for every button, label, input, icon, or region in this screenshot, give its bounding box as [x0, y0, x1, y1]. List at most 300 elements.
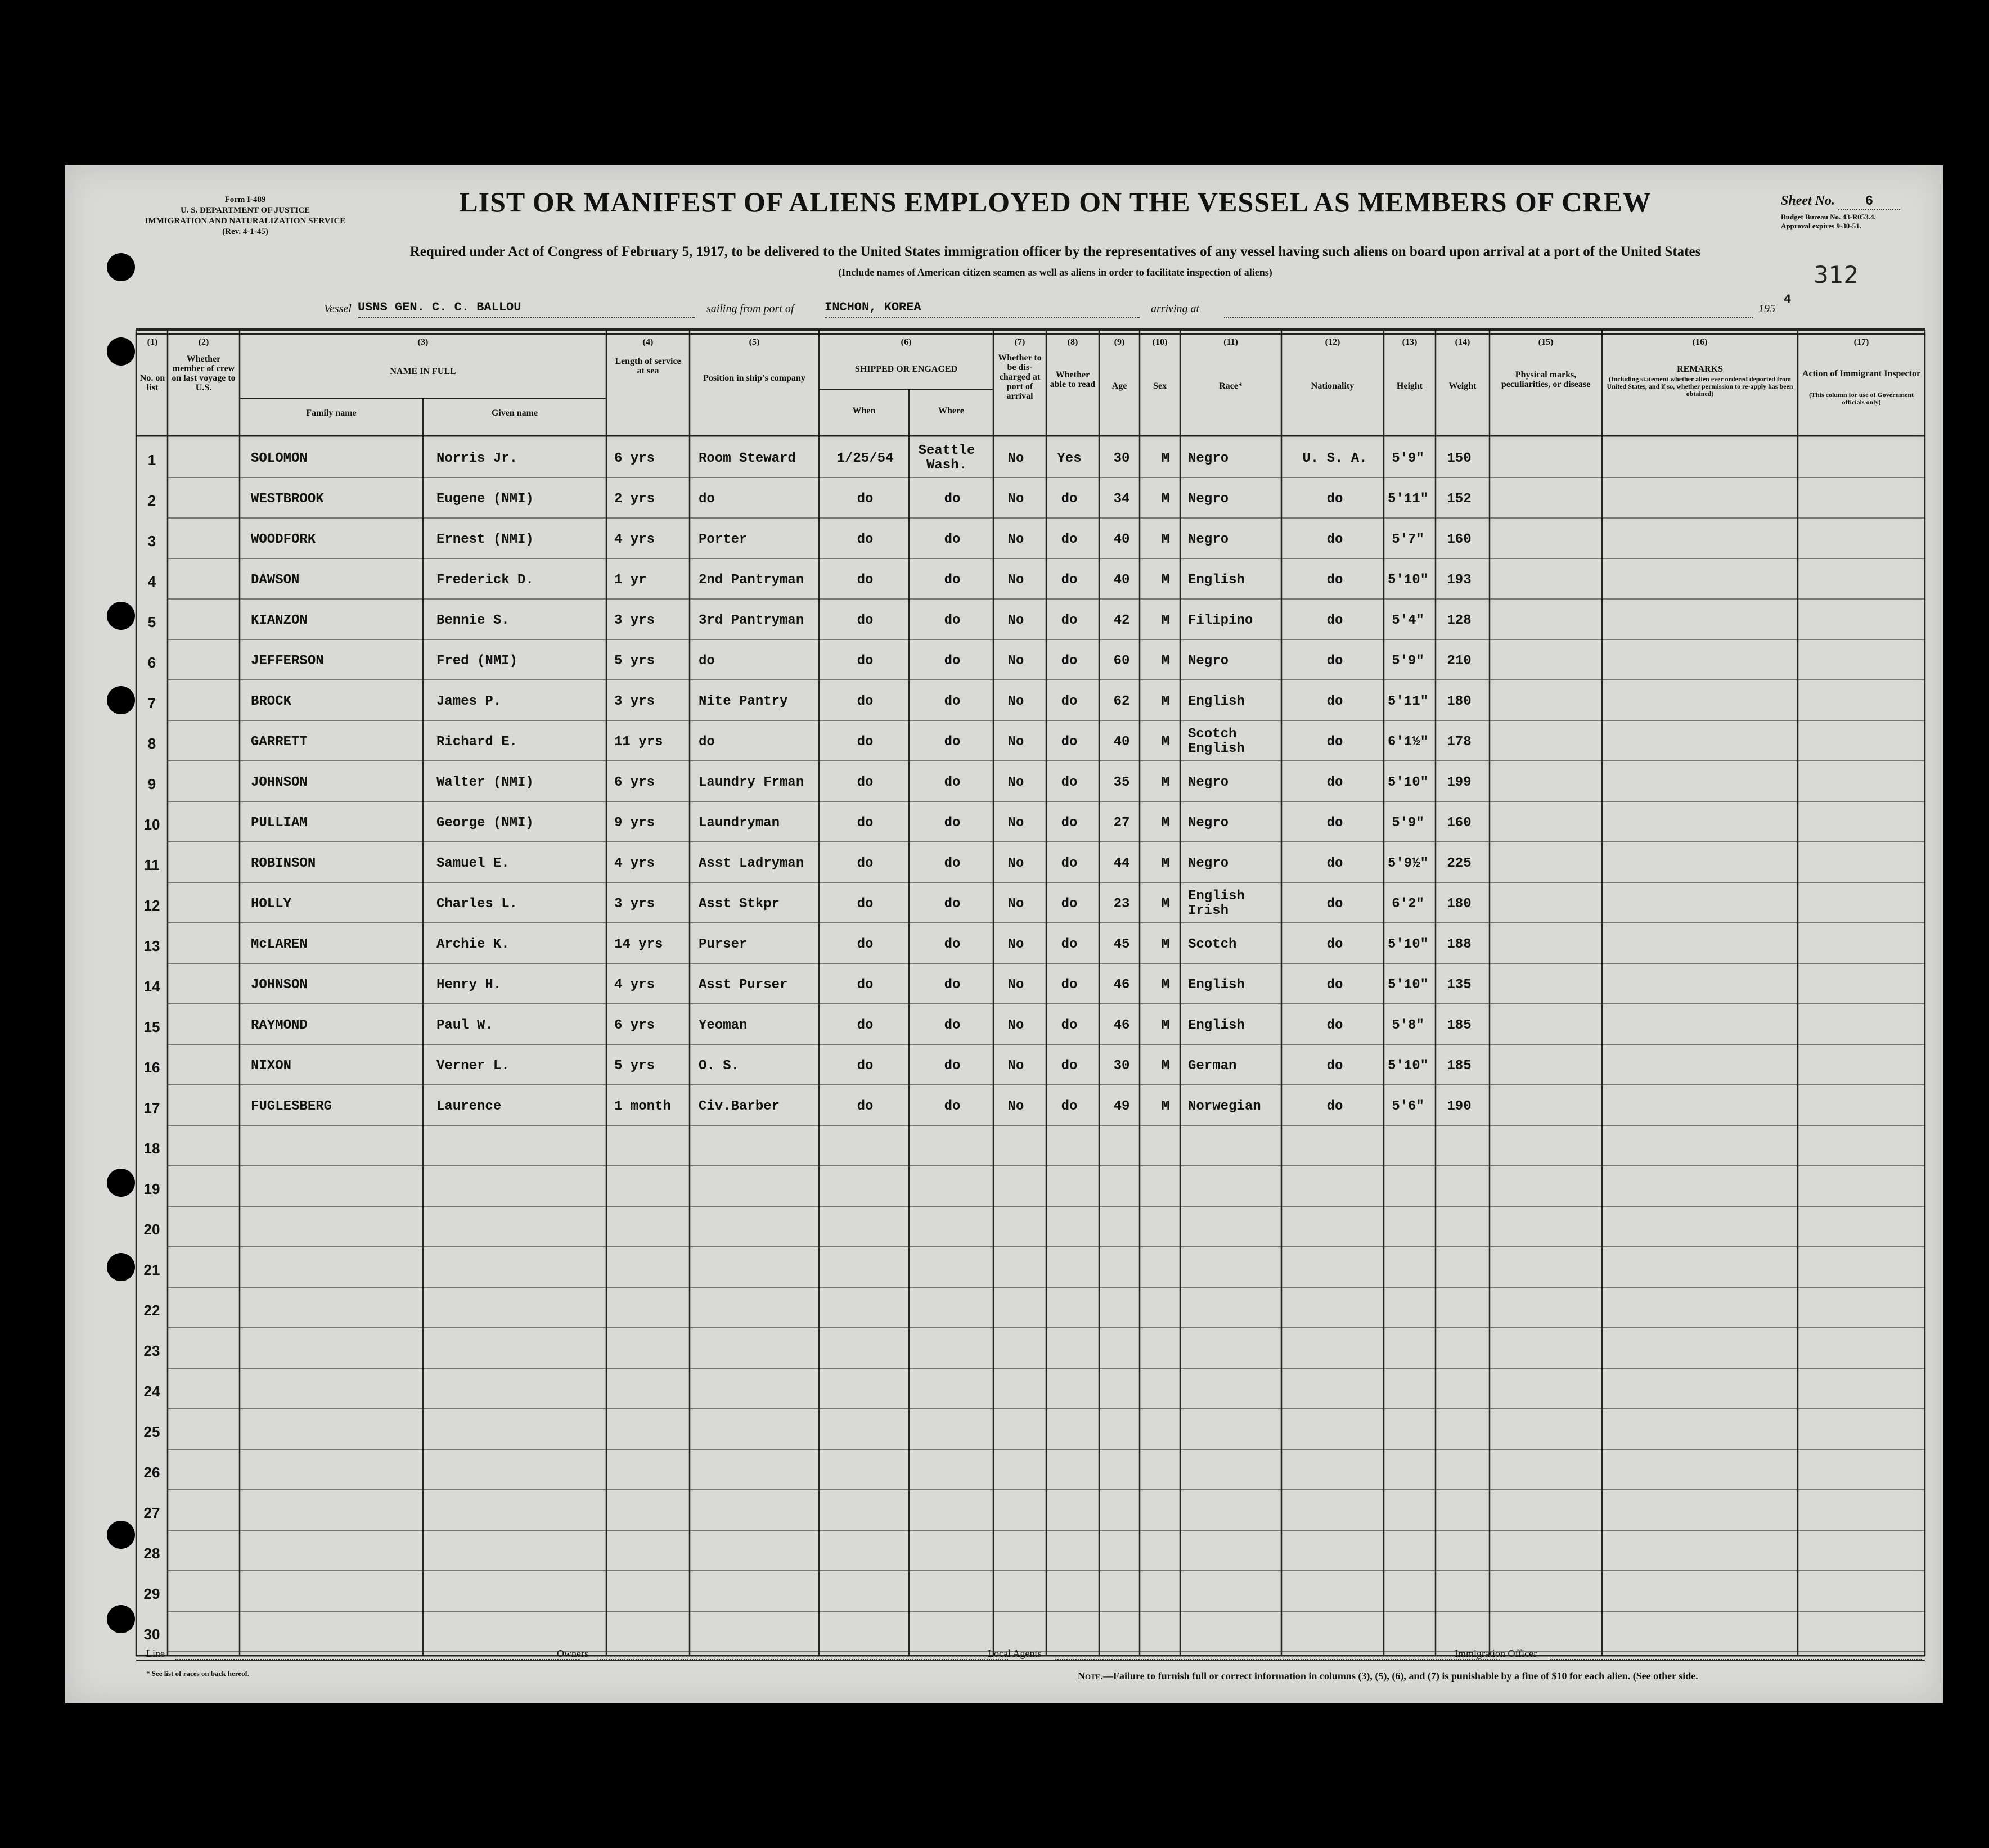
height: 5'11"	[1387, 492, 1428, 507]
sex: M	[1161, 937, 1170, 952]
header-age: Age	[1112, 381, 1127, 391]
age: 44	[1113, 856, 1130, 871]
shipped-where: do	[944, 977, 961, 993]
nationality: do	[1326, 775, 1343, 790]
height: 6'1½"	[1387, 734, 1428, 750]
able-to-read: do	[1061, 573, 1078, 588]
race: Negro	[1188, 532, 1229, 547]
length-of-service: 9 yrs	[614, 815, 655, 831]
header-where: Where	[938, 406, 964, 416]
shipped-when: do	[857, 573, 874, 588]
able-to-read: do	[1061, 815, 1078, 831]
length-of-service: 6 yrs	[614, 451, 655, 466]
age: 23	[1113, 896, 1130, 912]
race: Negro	[1188, 815, 1229, 831]
able-to-read: do	[1061, 977, 1078, 993]
family-name: BROCK	[251, 694, 292, 709]
length-of-service: 3 yrs	[614, 613, 655, 628]
given-name: Laurence	[436, 1099, 502, 1114]
family-name: KIANZON	[251, 613, 308, 628]
nationality: do	[1326, 573, 1343, 588]
shipped-where: do	[944, 734, 961, 750]
weight: 160	[1447, 532, 1472, 547]
row-number: 3	[147, 533, 156, 549]
shipped-when: do	[857, 492, 874, 507]
required-under-act-text: Required under Act of Congress of February 5, 1917, to be delivered to the United States immigration officer by the representatives of any vessel having such aliens on board upon arrival at a port of the United States	[410, 244, 1701, 259]
position: Civ.Barber	[699, 1099, 780, 1114]
row-number: 17	[143, 1099, 160, 1116]
able-to-read: do	[1061, 734, 1078, 750]
shipped-where: do	[944, 1018, 961, 1033]
header-family-name: Family name	[306, 408, 357, 418]
penalty-note	[1078, 1670, 1922, 1682]
discharged-at-arrival: No	[1007, 694, 1024, 709]
height: 5'4"	[1392, 613, 1424, 628]
height: 5'9"	[1392, 815, 1424, 831]
race: English	[1188, 1018, 1245, 1033]
nationality: U. S. A.	[1302, 451, 1367, 466]
able-to-read: do	[1061, 937, 1078, 952]
nationality: do	[1326, 815, 1343, 831]
shipped-when: do	[857, 1018, 874, 1033]
shipped-where: do	[944, 694, 961, 709]
family-name: SOLOMON	[251, 451, 308, 466]
family-name: HOLLY	[251, 896, 292, 912]
family-name: ROBINSON	[251, 856, 316, 871]
sheet-label: Sheet No.	[1781, 193, 1835, 208]
header-length-of-service: Length of service at sea	[615, 357, 681, 376]
budget-line: Budget Bureau No. 43-R053.4.	[1781, 213, 1876, 221]
age: 42	[1113, 613, 1130, 628]
nationality: do	[1326, 1018, 1343, 1033]
given-name: Verner L.	[436, 1058, 510, 1074]
discharged-at-arrival: No	[1007, 1058, 1024, 1074]
age: 40	[1113, 573, 1130, 588]
weight: 193	[1447, 573, 1472, 588]
header-nationality: Nationality	[1311, 381, 1354, 391]
row-number: 25	[143, 1423, 160, 1440]
length-of-service: 6 yrs	[614, 775, 655, 790]
shipped-when: do	[857, 775, 874, 790]
nationality: do	[1326, 532, 1343, 547]
able-to-read: do	[1061, 1058, 1078, 1074]
header-given-name: Given name	[491, 408, 538, 418]
discharged-at-arrival: No	[1007, 451, 1024, 466]
height: 5'9"	[1392, 451, 1424, 466]
family-name: McLAREN	[251, 937, 308, 952]
race: Negro	[1188, 856, 1229, 871]
position: Purser	[699, 937, 748, 952]
nationality: do	[1326, 1058, 1343, 1074]
sex: M	[1161, 451, 1170, 466]
shipped-where: do	[944, 937, 961, 952]
discharged-at-arrival: No	[1007, 492, 1024, 507]
race: Negro	[1188, 451, 1229, 466]
shipped-when: do	[857, 896, 874, 912]
age: 45	[1113, 937, 1130, 952]
position: do	[699, 734, 715, 750]
shipped-where: do	[944, 815, 961, 831]
shipped-when: 1/25/54	[836, 451, 894, 466]
col-number: (15)	[1538, 337, 1554, 347]
length-of-service: 1 month	[614, 1099, 671, 1114]
col-number: (4)	[642, 337, 654, 347]
nationality: do	[1326, 734, 1343, 750]
race: Negro	[1188, 775, 1229, 790]
discharged-at-arrival: No	[1007, 856, 1024, 871]
sheet-number-value: 6	[1838, 194, 1900, 210]
year-digit: 4	[1784, 292, 1792, 307]
row-number: 1	[147, 452, 156, 468]
able-to-read: Yes	[1057, 451, 1082, 466]
given-name: Norris Jr.	[436, 451, 518, 466]
able-to-read: do	[1061, 653, 1078, 669]
header-name-in-full: NAME IN FULL	[390, 367, 456, 376]
punch-hole	[107, 686, 135, 714]
position: Laundryman	[699, 815, 780, 831]
length-of-service: 4 yrs	[614, 532, 655, 547]
row-number: 27	[143, 1504, 160, 1521]
height: 5'10"	[1387, 573, 1428, 588]
nationality: do	[1326, 937, 1343, 952]
age: 27	[1113, 815, 1130, 831]
weight: 210	[1447, 653, 1472, 669]
position: 3rd Pantryman	[699, 613, 804, 628]
family-name: NIXON	[251, 1058, 292, 1074]
row-number: 10	[143, 816, 160, 833]
sex: M	[1161, 977, 1170, 993]
family-name: WOODFORK	[251, 532, 316, 547]
year-prefix: 195	[1758, 303, 1775, 315]
header-when: When	[852, 406, 876, 416]
height: 5'11"	[1387, 694, 1428, 709]
sex: M	[1161, 896, 1170, 912]
col-number: (7)	[1014, 337, 1025, 347]
shipped-when: do	[857, 653, 874, 669]
sex: M	[1161, 573, 1170, 588]
sex: M	[1161, 815, 1170, 831]
sex: M	[1161, 694, 1170, 709]
arriving-label: arriving at	[1151, 303, 1200, 315]
shipped-where: Seattle Wash.	[918, 443, 975, 473]
col-number: (13)	[1402, 337, 1418, 347]
footer-agents-label: Local Agents	[988, 1648, 1042, 1659]
form-line: U. S. DEPARTMENT OF JUSTICE	[180, 206, 310, 215]
discharged-at-arrival: No	[1007, 896, 1024, 912]
nationality: do	[1326, 613, 1343, 628]
port-of-departure: INCHON, KOREA	[825, 300, 1140, 318]
able-to-read: do	[1061, 775, 1078, 790]
race: Negro	[1188, 492, 1229, 507]
race: Scotch	[1188, 937, 1237, 952]
length-of-service: 5 yrs	[614, 1058, 655, 1074]
header-position: Position in ship's company	[703, 373, 806, 383]
col-number: (6)	[901, 337, 912, 347]
header-physical-marks: Physical marks, peculiarities, or disease	[1501, 370, 1591, 389]
position: Porter	[699, 532, 748, 547]
shipped-when: do	[857, 815, 874, 831]
discharged-at-arrival: No	[1007, 1099, 1024, 1114]
position: 2nd Pantryman	[699, 573, 804, 588]
manifest-sheet	[65, 165, 1943, 1703]
position: Asst Stkpr	[699, 896, 780, 912]
age: 35	[1113, 775, 1130, 790]
form-line: Form I-489	[224, 195, 266, 204]
row-number: 4	[147, 573, 156, 590]
header-last-voyage: Whether member of crew on last voyage to U.S.	[172, 354, 236, 393]
shipped-when: do	[857, 694, 874, 709]
age: 30	[1113, 1058, 1130, 1074]
row-number: 29	[143, 1585, 160, 1602]
able-to-read: do	[1061, 1099, 1078, 1114]
family-name: PULLIAM	[251, 815, 308, 831]
shipped-where: do	[944, 896, 961, 912]
punch-hole	[107, 253, 135, 281]
age: 49	[1113, 1099, 1130, 1114]
punch-hole	[107, 1521, 135, 1549]
position: Yeoman	[699, 1018, 748, 1033]
position: Asst Ladryman	[699, 856, 804, 871]
position: Room Steward	[699, 451, 796, 466]
nationality: do	[1326, 1099, 1343, 1114]
weight: 160	[1447, 815, 1472, 831]
race: English	[1188, 977, 1245, 993]
punch-hole	[107, 602, 135, 630]
row-number: 11	[144, 857, 160, 873]
given-name: Archie K.	[436, 937, 510, 952]
weight: 188	[1447, 937, 1472, 952]
shipped-where: do	[944, 1099, 961, 1114]
row-number: 8	[147, 735, 156, 752]
given-name: Bennie S.	[436, 613, 510, 628]
given-name: Ernest (NMI)	[436, 532, 534, 547]
weight: 190	[1447, 1099, 1472, 1114]
given-name: George (NMI)	[436, 815, 534, 831]
age: 40	[1113, 734, 1130, 750]
weight: 128	[1447, 613, 1472, 628]
header-discharged: Whether to be dis-charged at port of arrival	[998, 353, 1042, 401]
family-name: GARRETT	[251, 734, 308, 750]
handwritten-page-number: 312	[1814, 261, 1859, 289]
given-name: Samuel E.	[436, 856, 510, 871]
sailing-label: sailing from port of	[706, 303, 794, 315]
height: 5'7"	[1392, 532, 1424, 547]
row-number: 12	[143, 897, 160, 914]
weight: 225	[1447, 856, 1472, 871]
header-shipped-engaged: SHIPPED OR ENGAGED	[854, 364, 958, 374]
shipped-where: do	[944, 573, 961, 588]
given-name: Charles L.	[436, 896, 518, 912]
punch-hole	[107, 1169, 135, 1197]
sex: M	[1161, 1058, 1170, 1074]
length-of-service: 14 yrs	[614, 937, 663, 952]
row-number: 16	[143, 1059, 160, 1076]
length-of-service: 4 yrs	[614, 856, 655, 871]
height: 5'9"	[1392, 653, 1424, 669]
height: 5'10"	[1387, 775, 1428, 790]
row-number: 14	[143, 978, 160, 995]
row-number: 22	[143, 1302, 160, 1319]
col-number: (3)	[417, 337, 429, 347]
weight: 150	[1447, 451, 1472, 466]
footer-officer-label: Immigration Officer	[1455, 1648, 1537, 1659]
able-to-read: do	[1061, 532, 1078, 547]
age: 40	[1113, 532, 1130, 547]
given-name: Paul W.	[436, 1018, 493, 1033]
footer-owners-field	[597, 1659, 1008, 1660]
punch-hole	[107, 1605, 135, 1633]
note-label: Note.	[1078, 1670, 1103, 1682]
weight: 178	[1447, 734, 1472, 750]
form-line: IMMIGRATION AND NATURALIZATION SERVICE	[145, 217, 346, 226]
row-number: 5	[147, 614, 156, 630]
shipped-when: do	[857, 977, 874, 993]
footer-agents-field	[1055, 1659, 1500, 1660]
height: 5'9½"	[1387, 856, 1428, 871]
vessel-name: USNS GEN. C. C. BALLOU	[358, 300, 695, 318]
length-of-service: 3 yrs	[614, 694, 655, 709]
sex: M	[1161, 492, 1170, 507]
weight: 185	[1447, 1058, 1472, 1074]
given-name: James P.	[436, 694, 502, 709]
height: 5'6"	[1392, 1099, 1424, 1114]
punch-hole	[107, 337, 135, 366]
race: German	[1188, 1058, 1237, 1074]
race: Negro	[1188, 653, 1229, 669]
row-number: 13	[143, 937, 160, 954]
able-to-read: do	[1061, 492, 1078, 507]
weight: 185	[1447, 1018, 1472, 1033]
given-name: Eugene (NMI)	[436, 492, 534, 507]
shipped-when: do	[857, 1099, 874, 1114]
row-number: 30	[143, 1626, 160, 1643]
weight: 180	[1447, 694, 1472, 709]
include-names-text: (Include names of American citizen seamen as well as aliens in order to facilitate inspection of aliens)	[838, 267, 1272, 278]
nationality: do	[1326, 694, 1343, 709]
header-inspector-action: Action of Immigrant Inspector	[1802, 369, 1921, 378]
row-number: 7	[147, 695, 156, 711]
row-number: 15	[143, 1018, 160, 1035]
shipped-where: do	[944, 532, 961, 547]
position: do	[699, 492, 715, 507]
header-able-to-read: Whether able to read	[1050, 370, 1096, 389]
row-number: 6	[147, 654, 156, 671]
col-number: (5)	[749, 337, 760, 347]
weight: 180	[1447, 896, 1472, 912]
row-number: 24	[143, 1383, 160, 1400]
discharged-at-arrival: No	[1007, 815, 1024, 831]
discharged-at-arrival: No	[1007, 573, 1024, 588]
height: 5'10"	[1387, 977, 1428, 993]
col-number: (11)	[1223, 337, 1238, 347]
header-sex: Sex	[1153, 381, 1167, 391]
given-name: Walter (NMI)	[436, 775, 534, 790]
discharged-at-arrival: No	[1007, 1018, 1024, 1033]
shipped-when: do	[857, 613, 874, 628]
position: Nite Pantry	[699, 694, 788, 709]
weight: 199	[1447, 775, 1472, 790]
given-name: Richard E.	[436, 734, 518, 750]
length-of-service: 11 yrs	[614, 734, 663, 750]
length-of-service: 6 yrs	[614, 1018, 655, 1033]
able-to-read: do	[1061, 896, 1078, 912]
given-name: Fred (NMI)	[436, 653, 518, 669]
weight: 152	[1447, 492, 1472, 507]
row-number: 2	[147, 492, 156, 509]
footer-officer-field	[1550, 1659, 1922, 1660]
race: English Irish	[1188, 889, 1245, 918]
col-number: (16)	[1692, 337, 1708, 347]
footer-owners-label: Owners	[557, 1648, 588, 1659]
note-text: —Failure to furnish full or correct information in columns (3), (5), (6), and (7) is punishable by a fine of $10 for each alien. (See other side.	[1102, 1670, 1698, 1682]
header-race: Race*	[1219, 381, 1243, 391]
form-line: (Rev. 4-1-45)	[222, 227, 268, 236]
nationality: do	[1326, 653, 1343, 669]
able-to-read: do	[1061, 613, 1078, 628]
col-number: (2)	[198, 337, 209, 347]
length-of-service: 1 yr	[614, 573, 647, 588]
races-footnote: * See list of races on back hereof.	[146, 1669, 250, 1678]
position: do	[699, 653, 715, 669]
position: Asst Purser	[699, 977, 788, 993]
col-number: (17)	[1853, 337, 1869, 347]
shipped-when: do	[857, 856, 874, 871]
col-number: (8)	[1067, 337, 1078, 347]
able-to-read: do	[1061, 856, 1078, 871]
sex: M	[1161, 856, 1170, 871]
row-number: 19	[143, 1180, 160, 1197]
discharged-at-arrival: No	[1007, 532, 1024, 547]
length-of-service: 5 yrs	[614, 653, 655, 669]
able-to-read: do	[1061, 1018, 1078, 1033]
row-number: 18	[143, 1140, 160, 1157]
shipped-where: do	[944, 1058, 961, 1074]
height: 5'10"	[1387, 937, 1428, 952]
header-remarks-detail: (Including statement whether alien ever ordered deported from United States, and if so, whether permission to re-apply has been obtained)	[1606, 375, 1793, 398]
punch-hole	[107, 1253, 135, 1281]
row-number: 21	[143, 1261, 160, 1278]
family-name: JEFFERSON	[251, 653, 324, 669]
col-number: (10)	[1152, 337, 1168, 347]
row-number: 23	[143, 1342, 160, 1359]
row-number: 28	[143, 1545, 160, 1562]
position: Laundry Frman	[699, 775, 804, 790]
discharged-at-arrival: No	[1007, 613, 1024, 628]
height: 5'10"	[1387, 1058, 1428, 1074]
discharged-at-arrival: No	[1007, 937, 1024, 952]
row-number: 9	[147, 776, 156, 792]
footer-line-label: Line	[146, 1648, 165, 1659]
height: 6'2"	[1392, 896, 1424, 912]
discharged-at-arrival: No	[1007, 734, 1024, 750]
family-name: WESTBROOK	[251, 492, 324, 507]
col-number: (14)	[1455, 337, 1470, 347]
footer-line-field	[176, 1659, 580, 1660]
document-title: LIST OR MANIFEST OF ALIENS EMPLOYED ON THE VESSEL AS MEMBERS OF CREW	[459, 186, 1652, 218]
header-weight: Weight	[1448, 381, 1477, 391]
family-name: FUGLESBERG	[251, 1099, 332, 1114]
col-number: (1)	[147, 337, 158, 347]
age: 30	[1113, 451, 1130, 466]
col-number: (9)	[1114, 337, 1125, 347]
shipped-where: do	[944, 856, 961, 871]
shipped-where: do	[944, 613, 961, 628]
sex: M	[1161, 1018, 1170, 1033]
family-name: JOHNSON	[251, 775, 308, 790]
age: 46	[1113, 977, 1130, 993]
sex: M	[1161, 1099, 1170, 1114]
nationality: do	[1326, 856, 1343, 871]
